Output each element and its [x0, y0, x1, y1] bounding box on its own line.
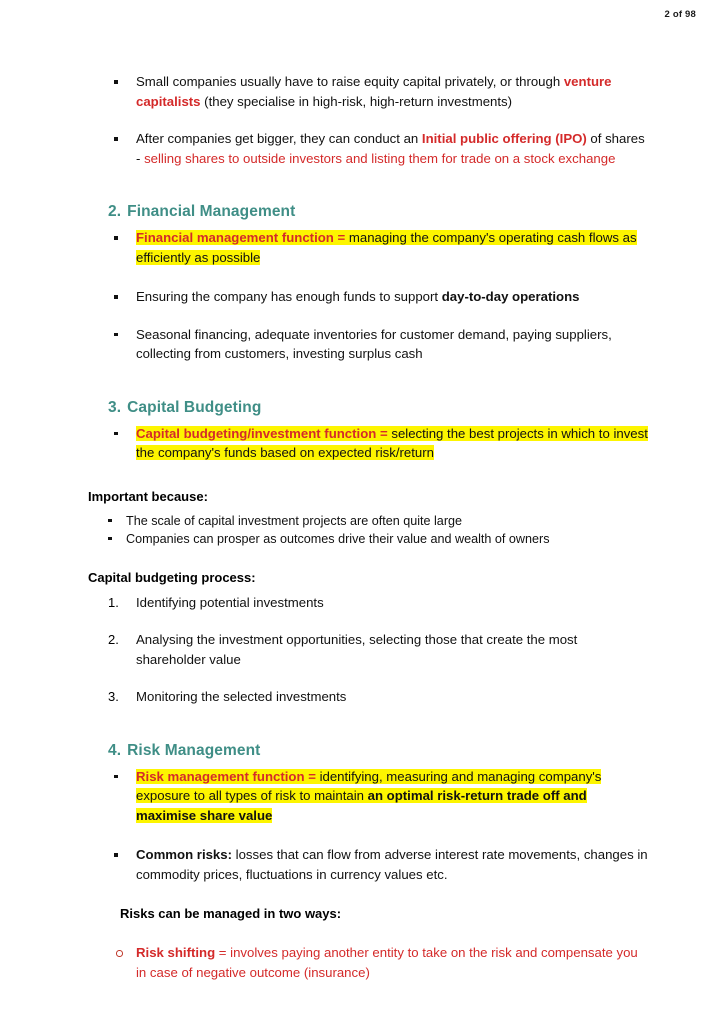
- page-number-header: 2 of 98: [664, 9, 696, 20]
- square-bullet-icon: [114, 228, 118, 240]
- section-financial-management: [0, 202, 724, 364]
- list-number: 3.: [108, 689, 119, 704]
- section-title: Capital Budgeting: [127, 398, 262, 416]
- list-item-numbered: [0, 630, 724, 669]
- bullet-text-emphasis: venture capitalists: [136, 74, 612, 109]
- bullet-text-tail: of shares -: [136, 131, 645, 166]
- list-item-numbered: [0, 687, 724, 707]
- bullet-text-plain: The scale of capital investment projects are often quite large: [126, 513, 463, 528]
- square-bullet-icon: [114, 72, 118, 84]
- list-item-circle: [0, 943, 724, 982]
- definition-body: managing the company's operating cash flows as efficiently as possible: [136, 230, 637, 265]
- definition-term: Risk shifting: [136, 945, 216, 960]
- section-number: 2.: [108, 203, 122, 220]
- definition-body-bold: an optimal risk-return trade off and maximise share value: [136, 788, 587, 823]
- list-item-definition: [0, 228, 724, 267]
- intro-bullet-list: [0, 72, 724, 168]
- bullet-text-plain: After companies get bigger, they can conduct an: [136, 131, 422, 146]
- list-item: [0, 325, 724, 364]
- list-item-numbered: [0, 593, 724, 613]
- section-heading: [0, 398, 724, 418]
- numbered-text: Analysing the investment opportunities, selecting those that create the most shareholder value: [136, 632, 578, 667]
- list-item-definition: [0, 767, 724, 826]
- list-item: [0, 129, 724, 168]
- square-bullet-icon: [114, 767, 118, 779]
- numbered-text: Monitoring the selected investments: [136, 689, 347, 704]
- definition-body: selecting the best projects in which to invest the company's funds based on expected risk/return: [136, 425, 648, 460]
- bullet-text-plain: Small companies usually have to raise equity capital privately, or through: [136, 74, 564, 89]
- document-content: [0, 72, 724, 982]
- bullet-text-bold: day-to-day operations: [441, 289, 580, 304]
- definition-term: Risk management function: [136, 768, 305, 784]
- bullet-text-bold: Common risks:: [136, 847, 232, 862]
- bullet-text-plain: Seasonal financing, adequate inventories for customer demand, paying suppliers, collecting from customers, investing surplus cash: [136, 326, 612, 361]
- numbered-text: Identifying potential investments: [136, 594, 324, 610]
- list-item-definition: [0, 424, 724, 463]
- square-bullet-icon: [114, 325, 118, 337]
- section-heading: [0, 741, 724, 761]
- square-bullet-icon: [114, 287, 118, 299]
- list-item: [0, 530, 724, 548]
- square-bullet-icon: [114, 424, 118, 436]
- bullet-text-emphasis: Initial public offering (IPO): [421, 131, 587, 146]
- section-title: Financial Management: [127, 203, 296, 220]
- square-bullet-icon: [108, 512, 112, 523]
- list-item: [0, 512, 724, 530]
- section-number: 4.: [108, 741, 122, 759]
- definition-body: identifying, measuring and managing company's exposure to all types of risk to maintain: [136, 768, 602, 803]
- bullet-text-tail: (they specialise in high-risk, high-return investments): [200, 93, 513, 109]
- square-bullet-icon: [108, 530, 112, 541]
- subheading-important-because: Important because:: [88, 488, 208, 504]
- list-number: 2.: [108, 632, 119, 647]
- list-item: [0, 287, 724, 307]
- bullet-text-plain: losses that can flow from adverse interest rate movements, changes in commodity prices, fluctuations in currency values etc.: [136, 847, 648, 882]
- bullet-text-plain: Ensuring the company has enough funds to support: [136, 289, 442, 304]
- definition-equals: =: [333, 230, 349, 245]
- list-item: [0, 72, 724, 111]
- definition-equals: =: [215, 945, 231, 960]
- subheading-risks-two-ways: Risks can be managed in two ways:: [120, 906, 342, 921]
- section-capital-budgeting: [0, 398, 724, 707]
- definition-equals: =: [376, 425, 392, 441]
- square-bullet-icon: [114, 129, 118, 141]
- square-bullet-icon: [114, 845, 118, 857]
- list-number: 1.: [108, 594, 119, 610]
- section-title: Risk Management: [127, 741, 261, 759]
- definition-term: Capital budgeting/investment function: [136, 425, 377, 441]
- definition-term: Financial management function: [136, 230, 334, 245]
- list-item: [0, 845, 724, 884]
- section-risk-management: [0, 741, 724, 983]
- bullet-text-plain: Companies can prosper as outcomes drive their value and wealth of owners: [126, 531, 550, 546]
- circle-bullet-icon: [116, 943, 123, 957]
- subheading-capital-budgeting-process: Capital budgeting process:: [88, 569, 256, 585]
- definition-equals: =: [304, 768, 320, 784]
- definition-body: involves paying another entity to take on the risk and compensate you in case of negative outcome (insurance): [136, 945, 638, 980]
- section-number: 3.: [108, 398, 122, 416]
- bullet-text-red: selling shares to outside investors and listing them for trade on a stock exchange: [144, 150, 616, 166]
- section-heading: [0, 202, 724, 222]
